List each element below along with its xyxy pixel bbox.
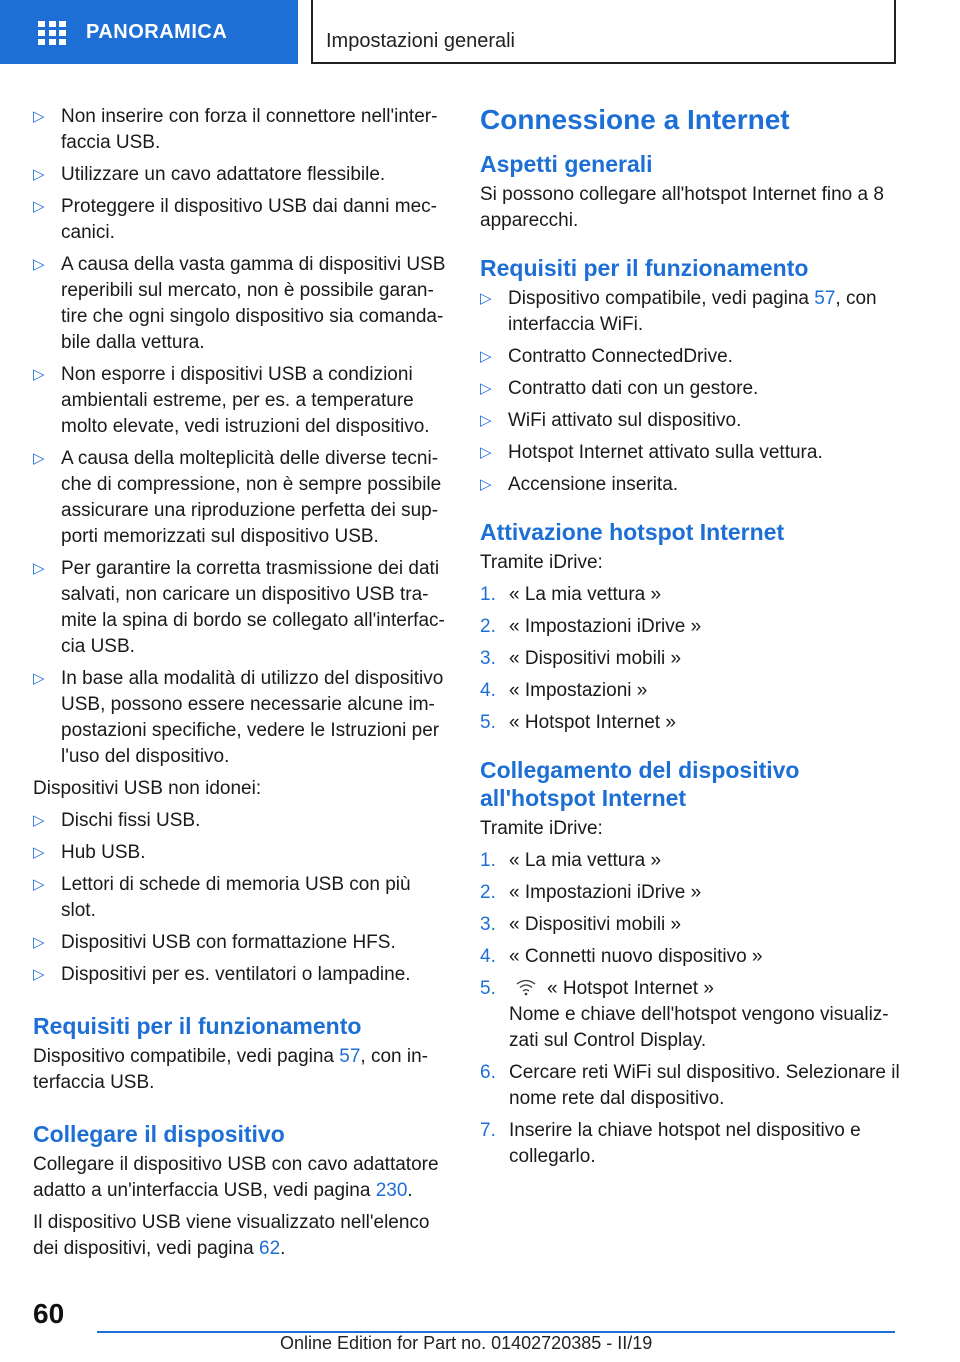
list-item-text: Accensione inserita. [508,474,679,495]
triangle-bullet-icon: ▷ [33,108,45,125]
triangle-bullet-icon: ▷ [33,256,45,273]
list-item [33,362,448,440]
step-text: « Connetti nuovo dispositivo » [509,946,763,967]
triangle-bullet-icon: ▷ [33,966,45,983]
list-item-text: Non esporre i dispositivi USB a condizioni ambientali estreme, per es. a temperature molto elevate, vedi istruzioni del dispositivo. [61,364,430,437]
requirements-text: Dispositivo compatibile, vedi pagina 57, con in‐ terfaccia USB. [33,1046,429,1093]
activation-intro: Tramite iDrive: [480,552,603,573]
step-item [480,614,900,640]
list-item-text: Contratto dati con un gestore. [508,378,759,399]
section-heading: Connessione a Internet [480,104,790,135]
requirements-heading: Requisiti per il funzionamento [33,1013,362,1039]
step-text: Inserire la chiave hotspot nel dispositivo e collegarlo. [509,1120,861,1167]
triangle-bullet-icon: ▷ [33,166,45,183]
list-item [33,252,448,356]
triangle-bullet-icon: ▷ [33,198,45,215]
list-item-text: Lettori di schede di memoria USB con più slot. [61,874,411,921]
list-item [33,808,448,834]
step-item [480,944,900,970]
step-number: 6. [480,1062,496,1083]
step-number: 3. [480,914,496,935]
list-item [33,962,448,988]
page-header [0,0,960,66]
list-item [480,408,900,434]
page-link[interactable]: 62 [259,1238,281,1259]
step-item [480,848,900,874]
list-item [33,840,448,866]
step-item [480,976,900,1054]
panorama-button[interactable] [0,0,298,64]
list-item-text: Dischi fissi USB. [61,810,201,831]
step-text: « Dispositivi mobili » [509,648,682,669]
connection-steps [480,848,900,970]
list-item-text: Hotspot Internet attivato sulla vettura. [508,442,823,463]
triangle-bullet-icon: ▷ [480,380,492,397]
list-item-text: WiFi attivato sul dispositivo. [508,410,742,431]
step-text: Cercare reti WiFi sul dispositivo. Selezionare il nome rete dal dispositivo. [509,1062,900,1109]
right-column [480,104,900,1176]
triangle-bullet-icon: ▷ [33,366,45,383]
step-number: 5. [480,978,496,999]
step-text: « La mia vettura » [509,850,662,871]
list-item-text: A causa della molteplicità delle diverse tecni‐ che di compressione, non è sempre possibile assicurare una riproduzione perfetta dei sup‐ porti memorizzati sul dispositivo USB. [61,448,442,547]
left-column [33,104,448,1268]
requirements-heading: Requisiti per il funzionamento [480,255,809,281]
triangle-bullet-icon: ▷ [480,348,492,365]
step-item [480,582,900,608]
step-number: 7. [480,1120,496,1141]
triangle-bullet-icon: ▷ [33,934,45,951]
list-item [33,930,448,956]
list-item-text: Utilizzare un cavo adattatore flessibile. [61,164,386,185]
activation-steps [480,582,900,736]
list-item-text: Contratto ConnectedDrive. [508,346,733,367]
device-list-text: Il dispositivo USB viene visualizzato nell'elenco dei dispositivi, vedi pagina 62. [33,1212,430,1259]
step-number: 2. [480,616,496,637]
triangle-bullet-icon: ▷ [33,450,45,467]
connection-heading: Collegamento del dispositivo all'hotspot Internet [480,757,800,811]
triangle-bullet-icon: ▷ [33,560,45,577]
activation-heading: Attivazione hotspot Internet [480,519,785,545]
list-item [33,104,448,156]
connect-text: Collegare il dispositivo USB con cavo adattatore adatto a un'interfaccia USB, vedi pagina 230. [33,1154,439,1201]
list-item [33,446,448,550]
list-item-text: Non inserire con forza il connettore nell'inter‐ faccia USB. [61,106,438,153]
panorama-label: PANORAMICA [86,20,228,43]
page-link[interactable]: 57 [339,1046,361,1067]
triangle-bullet-icon: ▷ [33,876,45,893]
list-item [33,162,448,188]
list-item [33,872,448,924]
step-text: « Dispositivi mobili » [509,914,682,935]
step-number: 4. [480,946,496,967]
step-number: 2. [480,882,496,903]
grid-icon [38,21,66,43]
triangle-bullet-icon: ▷ [33,812,45,829]
triangle-bullet-icon: ▷ [480,476,492,493]
triangle-bullet-icon: ▷ [33,670,45,687]
step-item [480,1118,900,1170]
step-text: « Impostazioni iDrive » [509,616,702,637]
step-text: « Hotspot Internet » [547,978,714,999]
step-item [480,912,900,938]
list-item-text: Dispositivi USB con formattazione HFS. [61,932,396,953]
list-item-text: Per garantire la corretta trasmissione dei dati salvati, non caricare un dispositivo USB tra‐ mite la spina di bordo se collegato all'interfac‐ cia USB. [61,558,445,657]
step-number: 5. [480,712,496,733]
edition-text: Online Edition for Part no. 01402720385 - II/19 [280,1333,653,1353]
list-item-text: Dispositivi per es. ventilatori o lampadine. [61,964,411,985]
unsuitable-devices-list [33,808,448,988]
step-text: « Hotspot Internet » [509,712,676,733]
wifi-icon [515,978,537,996]
step-note: Nome e chiave dell'hotspot vengono visualiz‐ zati sul Control Display. [509,1004,889,1051]
list-item-text: In base alla modalità di utilizzo del dispositivo USB, possono essere necessarie alcune im‐ postazioni specifiche, vedere le Istruzioni per l'uso del dispositivo. [61,668,444,767]
list-item-text: A causa della vasta gamma di dispositivi USB reperibili sul mercato, non è possibile garan‐ tire che ogni singolo dispositivo sia comanda‐ bile dalla vettura. [61,254,446,353]
general-text: Si possono collegare all'hotspot Internet fino a 8 apparecchi. [480,184,884,231]
connect-heading: Collegare il dispositivo [33,1121,285,1147]
requirements-list [480,344,900,498]
list-item [480,376,900,402]
unsuitable-intro: Dispositivi USB non idonei: [33,778,262,799]
page-link[interactable]: 57 [814,288,836,309]
triangle-bullet-icon: ▷ [480,412,492,429]
general-heading: Aspetti generali [480,151,653,177]
list-item [480,440,900,466]
step-item [480,880,900,906]
list-item-text: Proteggere il dispositivo USB dai danni mec‐ canici. [61,196,437,243]
step-number: 4. [480,680,496,701]
step-item [480,678,900,704]
step-text: « Impostazioni iDrive » [509,882,702,903]
step-number: 1. [480,584,496,605]
triangle-bullet-icon: ▷ [480,444,492,461]
section-title: Impostazioni generali [326,30,515,52]
step-text: « Impostazioni » [509,680,648,701]
step-item [480,1060,900,1112]
list-item [33,666,448,770]
list-item-text: Hub USB. [61,842,146,863]
list-item [33,556,448,660]
connection-intro: Tramite iDrive: [480,818,603,839]
page-number: 60 [33,1298,65,1329]
list-item [33,194,448,246]
step-text: « La mia vettura » [509,584,662,605]
page-link[interactable]: 230 [375,1180,408,1201]
usb-precautions-list [33,104,448,770]
step-number: 1. [480,850,496,871]
step-item [480,646,900,672]
step-item [480,710,900,736]
list-item [480,344,900,370]
list-item [480,472,900,498]
triangle-bullet-icon: ▷ [480,290,492,307]
triangle-bullet-icon: ▷ [33,844,45,861]
list-item: ▷ Dispositivo compatibile, vedi pagina 57, con interfaccia WiFi. [480,288,877,335]
step-number: 3. [480,648,496,669]
